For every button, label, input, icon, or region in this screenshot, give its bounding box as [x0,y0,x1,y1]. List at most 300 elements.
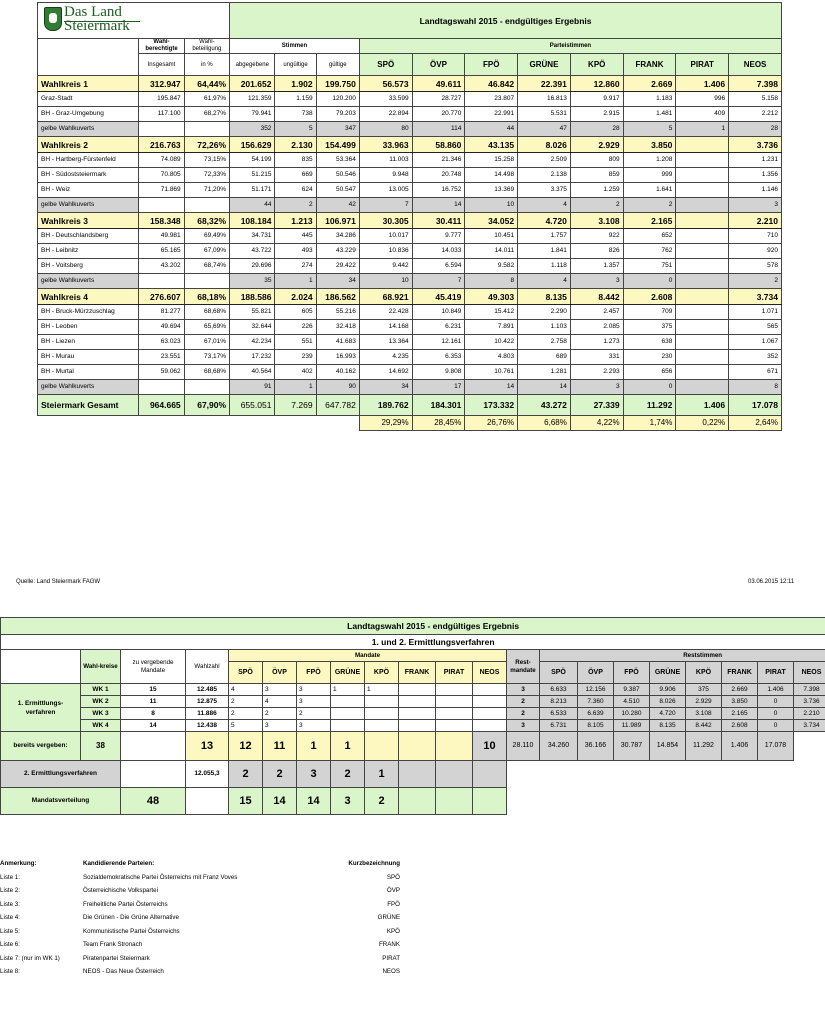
party-cell: 3.736 [729,137,782,153]
table-cell: 32.418 [316,320,359,335]
reststimmen-cell: 0 [758,696,794,708]
reststimmen-cell: 3.108 [686,708,722,720]
percent-cell: 29,29% [359,416,412,431]
party-cell [676,259,729,274]
reststimmen-cell: 3.850 [722,696,758,708]
wahlkreis-row [38,213,782,229]
erm2-cell: 2 [263,761,297,788]
header-abgegebene: abgegebene [230,54,275,76]
party-cell: 7.891 [465,320,518,335]
restmandate-cell: 2 [507,708,540,720]
table-cell: 493 [275,244,316,259]
mandate-cell [365,696,399,708]
party-header: FRANK [722,662,758,684]
party-header: PIRAT [676,54,729,76]
party-cell: 4.720 [518,213,571,229]
row-label: BH - Bruck-Mürzzuschlag [38,305,139,320]
party-cell [676,350,729,365]
table-cell: 54.199 [230,153,275,168]
party-cell: 10.017 [359,229,412,244]
party-cell [676,137,729,153]
party-cell: 1.231 [729,153,782,168]
row-label: gelbe Wahlkuverts [38,122,139,137]
party-cell: 21.346 [412,153,465,168]
party-cell: 14.168 [359,320,412,335]
bereits-cell: 30.787 [614,732,650,761]
total-cell: 184.301 [412,395,465,416]
table-cell: 81.277 [139,305,184,320]
table-cell: 158.348 [139,213,184,229]
table-cell: 551 [275,335,316,350]
party-cell: 3 [570,274,623,289]
party-cell: 762 [623,244,676,259]
table-cell: 68,18% [184,289,229,305]
party-list-short: GRÜNE [377,914,400,921]
party-cell: 809 [570,153,623,168]
table-cell: 79.941 [230,107,275,122]
mandate-cell: 3 [263,684,297,696]
party-cell: 409 [676,107,729,122]
party-header: GRÜNE [331,662,365,684]
party-cell [676,380,729,395]
mandate-cell: 1 [365,684,399,696]
total-cell: 7.269 [275,395,316,416]
erm2-label: 2. Ermittlungsverfahren [1,761,121,788]
party-cell: 1.481 [623,107,676,122]
party-cell: 652 [623,229,676,244]
wk-mandate-row [1,720,825,732]
table-cell: 29.422 [316,259,359,274]
header-wahlkreise: Wahl-kreise [81,650,121,684]
total-cell: 17.078 [729,395,782,416]
mandate-cell [399,720,436,732]
mandate-cell [436,720,473,732]
party-cell: 14 [465,380,518,395]
party-cell: 2.608 [623,289,676,305]
party-cell: 7.398 [729,76,782,92]
table-cell: 1.159 [275,92,316,107]
party-cell: 1 [676,122,729,137]
party-cell: 1.118 [518,259,571,274]
party-cell: 4.235 [359,350,412,365]
party-header: SPÖ [229,662,263,684]
row-label: Wahlkreis 3 [38,213,139,229]
party-cell: 34.052 [465,213,518,229]
row-label: Wahlkreis 4 [38,289,139,305]
party-list-name: Piratenpartei Steiermark [83,954,150,962]
party-cell: 2.210 [729,213,782,229]
reststimmen-cell: 3.736 [794,696,825,708]
table-cell: 49.694 [139,320,184,335]
reststimmen-cell: 2.929 [686,696,722,708]
party-cell: 17 [412,380,465,395]
party-list-name: Kommunistische Partei Österreichs [83,927,180,935]
wk-zu-vergeben: 14 [121,720,186,732]
party-cell: 44 [465,122,518,137]
party-cell [676,229,729,244]
party-cell: 2.085 [570,320,623,335]
table-cell: 71.869 [139,183,184,198]
party-cell: 709 [623,305,676,320]
table-cell: 55.821 [230,305,275,320]
party-cell: 331 [570,350,623,365]
table-cell: 41.683 [316,335,359,350]
party-cell: 7 [412,274,465,289]
total-cell: 67,90% [184,395,229,416]
table-cell: 68,68% [184,365,229,380]
table-cell [139,380,184,395]
percent-cell: 1,74% [623,416,676,431]
party-cell [676,335,729,350]
reststimmen-cell: 2.608 [722,720,758,732]
party-cell: 80 [359,122,412,137]
party-cell: 1.208 [623,153,676,168]
mandate-cell: 2 [297,708,331,720]
table-cell: 1.902 [275,76,316,92]
party-cell: 15.412 [465,305,518,320]
reststimmen-cell: 6.639 [578,708,614,720]
party-cell: 45.419 [412,289,465,305]
party-cell: 2 [623,198,676,213]
party-cell: 2.293 [570,365,623,380]
table-cell: 312.947 [139,76,184,92]
party-list-number: Liste 6: [0,941,20,948]
bereits-cell: 1 [331,732,365,761]
row-label: BH - Voitsberg [38,259,139,274]
mandate-cell [365,720,399,732]
party-header: FPÖ [297,662,331,684]
party-list-number: Liste 8: [0,968,20,975]
percent-cell: 28,45% [412,416,465,431]
mandate-table [0,617,825,815]
party-cell: 2.457 [570,305,623,320]
land-steiermark-logo [38,4,229,38]
party-cell: 751 [623,259,676,274]
mv-cell: 14 [263,788,297,815]
table-cell: 445 [275,229,316,244]
party-cell [676,365,729,380]
party-cell: 2 [570,198,623,213]
mandate-cell: 3 [297,684,331,696]
district-row [38,168,782,183]
party-list-name: Freiheitliche Partei Österreichs [83,900,168,908]
total-cell: 11.292 [623,395,676,416]
table-cell: 835 [275,153,316,168]
table-cell: 43.722 [230,244,275,259]
party-cell: 114 [412,122,465,137]
party-list-short: PIRAT [382,954,400,962]
party-cell: 9.808 [412,365,465,380]
party-cell: 1.281 [518,365,571,380]
reststimmen-cell: 4.510 [614,696,650,708]
party-cell: 15.258 [465,153,518,168]
table-cell: 43.202 [139,259,184,274]
table-cell: 16.993 [316,350,359,365]
header-wahlzahl: Wahlzahl [186,650,229,684]
reststimmen-cell: 8.105 [578,720,614,732]
erm2-cell: 2 [331,761,365,788]
row-label: gelbe Wahlkuverts [38,198,139,213]
party-cell: 2.915 [570,107,623,122]
party-header: ÖVP [578,662,614,684]
mandate-cell [473,684,507,696]
wk-zu-vergeben: 11 [121,696,186,708]
party-header: NEOS [473,662,507,684]
table-cell: 276.607 [139,289,184,305]
bereits-cell: 34.260 [540,732,578,761]
party-list-short: FRANK [379,941,400,948]
table-cell: 274 [275,259,316,274]
wk-zu-vergeben: 8 [121,708,186,720]
party-cell: 1.146 [729,183,782,198]
source-note: Quelle: Land Steiermark FAGW [16,579,101,585]
party-list-item [0,968,420,982]
reststimmen-cell: 6.533 [540,708,578,720]
party-cell [676,320,729,335]
row-label: BH - Leibnitz [38,244,139,259]
mandate-cell [436,696,473,708]
row-label: Wahlkreis 2 [38,137,139,153]
erm2-cell: 3 [297,761,331,788]
party-cell: 10.422 [465,335,518,350]
table-cell: 154.499 [316,137,359,153]
table-cell: 605 [275,305,316,320]
table-cell: 347 [316,122,359,137]
reststimmen-cell: 9.906 [650,684,686,696]
restmandate-cell: 3 [507,720,540,732]
table-cell: 117.100 [139,107,184,122]
table-cell: 201.652 [230,76,275,92]
bereits-cell: 17.078 [758,732,794,761]
party-cell [676,198,729,213]
table-cell: 67,09% [184,244,229,259]
table-cell: 64,44% [184,76,229,92]
total-cell: 27.339 [570,395,623,416]
party-list-item [0,955,420,969]
mandatsverteilung-total: 48 [121,788,186,815]
party-cell: 230 [623,350,676,365]
party-cell: 49.303 [465,289,518,305]
party-cell: 58.860 [412,137,465,153]
reststimmen-cell: 10.280 [614,708,650,720]
party-cell: 10 [359,274,412,289]
party-cell: 656 [623,365,676,380]
table-cell: 35 [230,274,275,289]
page-title: Landtagswahl 2015 - endgültiges Ergebnis [230,3,782,39]
table-cell: 91 [230,380,275,395]
reststimmen-cell: 7.360 [578,696,614,708]
table-cell: 68,32% [184,213,229,229]
bereits-cell: 1 [297,732,331,761]
party-cell [676,289,729,305]
table-cell: 352 [230,122,275,137]
party-cell: 14.033 [412,244,465,259]
table-cell: 49.981 [139,229,184,244]
total-cell: 655.051 [230,395,275,416]
reststimmen-cell: 2.165 [722,708,758,720]
percent-cell: 4,22% [570,416,623,431]
table-cell: 120.200 [316,92,359,107]
table-cell: 226 [275,320,316,335]
party-cell: 9.582 [465,259,518,274]
party-header: GRÜNE [650,662,686,684]
bereits-cell: 11.292 [686,732,722,761]
party-cell: 22.428 [359,305,412,320]
erm2-wahlzahl: 12.055,3 [186,761,229,788]
mandate-cell: 3 [297,720,331,732]
party-cell: 47 [518,122,571,137]
party-cell: 920 [729,244,782,259]
party-cell: 6.353 [412,350,465,365]
total-cell: 189.762 [359,395,412,416]
district-row [38,335,782,350]
table-cell: 156.629 [230,137,275,153]
party-cell: 1.406 [676,76,729,92]
row-label: BH - Murtal [38,365,139,380]
row-label: BH - Graz-Umgebung [38,107,139,122]
table-cell: 216.763 [139,137,184,153]
party-cell: 2.509 [518,153,571,168]
reststimmen-cell: 6.633 [540,684,578,696]
party-header: KPÖ [686,662,722,684]
table-cell: 68,68% [184,305,229,320]
table-cell: 40.162 [316,365,359,380]
party-cell: 10.761 [465,365,518,380]
table-cell: 23.551 [139,350,184,365]
party-cell: 1.841 [518,244,571,259]
wahlkreis-row [38,289,782,305]
party-cell: 1.641 [623,183,676,198]
row-label: gelbe Wahlkuverts [38,380,139,395]
row-label: Graz-Stadt [38,92,139,107]
party-cell: 2.212 [729,107,782,122]
party-cell: 1.273 [570,335,623,350]
table-cell: 65.165 [139,244,184,259]
party-cell: 352 [729,350,782,365]
party-cell: 8.026 [518,137,571,153]
party-cell: 68.921 [359,289,412,305]
table-cell: 34 [316,274,359,289]
party-header: FRANK [623,54,676,76]
party-cell: 8 [729,380,782,395]
header-restmandate: Rest-mandate [507,650,540,684]
district-row [38,259,782,274]
timestamp: 03.06.2015 12:11 [748,579,795,585]
reststimmen-cell: 3.734 [794,720,825,732]
party-cell: 22.391 [518,76,571,92]
party-list-name: Österreichische Volkspartei [83,887,158,894]
party-cell: 13.005 [359,183,412,198]
party-cell: 9.917 [570,92,623,107]
reststimmen-cell: 4.720 [650,708,686,720]
party-cell: 33.963 [359,137,412,153]
reststimmen-cell: 375 [686,684,722,696]
party-cell: 565 [729,320,782,335]
table-cell: 73,17% [184,350,229,365]
table-cell: 90 [316,380,359,395]
table-cell: 2.130 [275,137,316,153]
table-cell: 34.286 [316,229,359,244]
party-cell: 13.369 [465,183,518,198]
bereits-cell: 11 [263,732,297,761]
party-cell: 2.758 [518,335,571,350]
logo-line1: Das Land [64,3,122,20]
header-zu-vergebende: zu vergebende Mandate [121,650,186,684]
table-cell: 669 [275,168,316,183]
party-cell: 9.948 [359,168,412,183]
wk-wahlzahl: 12.485 [186,684,229,696]
mv-cell: 15 [229,788,263,815]
party-header: SPÖ [359,54,412,76]
party-cell: 10.451 [465,229,518,244]
party-cell: 10.849 [412,305,465,320]
party-cell: 1.103 [518,320,571,335]
bereits-cell: 12 [229,732,263,761]
mandate-cell [473,696,507,708]
header-stimmen: Stimmen [230,39,360,54]
party-cell: 12.161 [412,335,465,350]
mandate-cell [473,720,507,732]
wk-mandate-row [1,696,825,708]
reststimmen-cell: 1.406 [758,684,794,696]
party-cell: 14.498 [465,168,518,183]
party-list-number: Liste 2: [0,887,20,894]
party-cell: 1.067 [729,335,782,350]
wahlkreis-row [38,137,782,153]
wk-label: WK 1 [81,684,121,696]
total-cell: 964.665 [139,395,184,416]
mv-cell: 14 [297,788,331,815]
party-cell: 22.894 [359,107,412,122]
party-cell: 1.356 [729,168,782,183]
table-cell: 53.364 [316,153,359,168]
party-cell: 14 [412,198,465,213]
party-list-number: Liste 3: [0,900,20,908]
party-cell: 20.748 [412,168,465,183]
party-header: GRÜNE [518,54,571,76]
mandate-cell [473,708,507,720]
party-list-item [0,887,420,901]
table-cell: 1.213 [275,213,316,229]
gelbe-kuverts-row [38,380,782,395]
party-cell [676,213,729,229]
table-cell: 738 [275,107,316,122]
header-parteistimmen: Parteistimmen [359,39,781,54]
district-row [38,244,782,259]
row-label: Wahlkreis 1 [38,76,139,92]
header-in-pct: in % [184,54,229,76]
table-cell: 72,33% [184,168,229,183]
table-cell: 40.564 [230,365,275,380]
wk-label: WK 3 [81,708,121,720]
bereits-cell: 1.406 [722,732,758,761]
reststimmen-cell: 11.989 [614,720,650,732]
table-cell [184,122,229,137]
logo-line2: Steiermark [64,17,130,34]
party-cell: 30.305 [359,213,412,229]
party-cell: 1.071 [729,305,782,320]
mandate-cell [365,708,399,720]
table-cell: 5 [275,122,316,137]
party-cell: 4.803 [465,350,518,365]
party-cell: 996 [676,92,729,107]
party-list-item [0,914,420,928]
reststimmen-cell: 12.156 [578,684,614,696]
logo-cell [38,3,230,39]
party-cell: 638 [623,335,676,350]
table-cell: 402 [275,365,316,380]
party-cell [676,244,729,259]
